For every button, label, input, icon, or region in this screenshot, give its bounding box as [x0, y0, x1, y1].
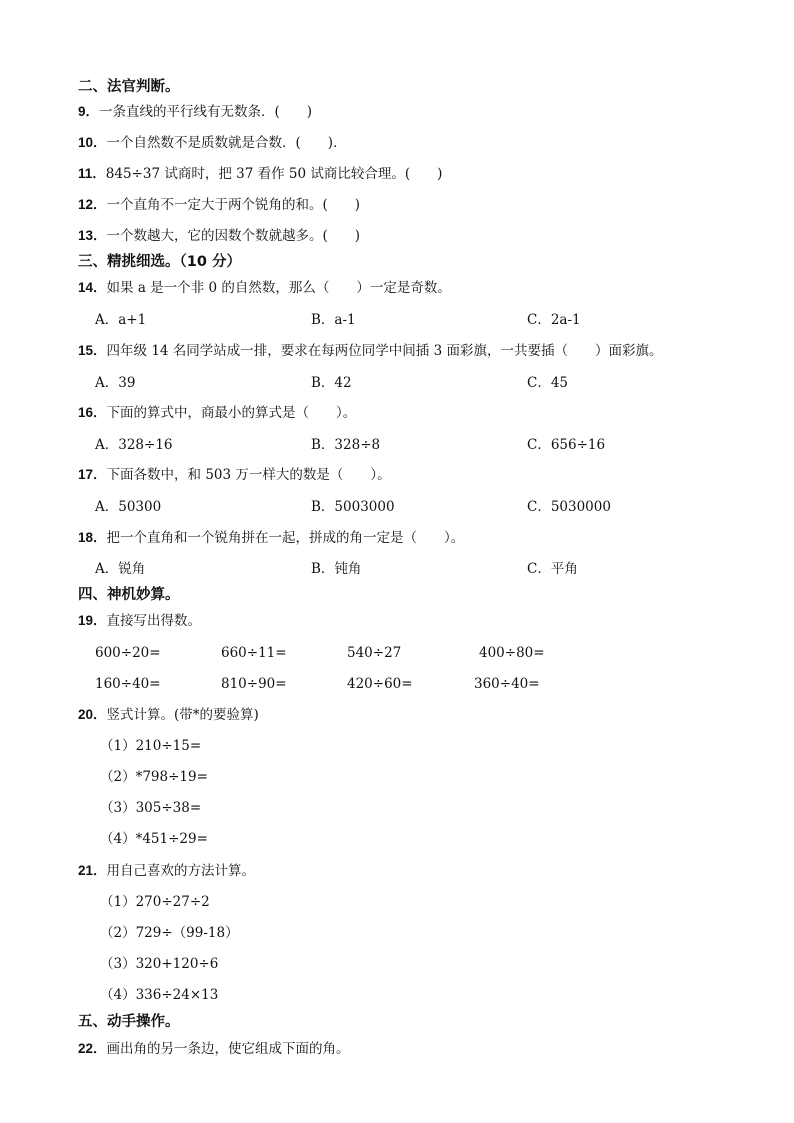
question-text: 845÷37 试商时，把 37 看作 50 试商比较合理。( ): [105, 166, 443, 182]
oral-calc-item: 400÷80=: [479, 645, 545, 661]
question-number: 22．: [78, 1041, 107, 1056]
question-11: [78, 165, 442, 183]
question-text: 一个自然数不是质数就是合数．( )．: [106, 135, 347, 151]
option-a: A．50300: [95, 499, 162, 515]
mixed-calc-item: （3）320+120÷6: [100, 956, 219, 972]
option-b: B．328÷8: [311, 437, 381, 453]
question-17: [78, 466, 391, 484]
option-c: C．平角: [527, 561, 578, 577]
oral-calc-item: 810÷90=: [221, 676, 287, 692]
question-number: 16．: [78, 405, 107, 420]
vertical-calc-item: （4）*451÷29=: [100, 831, 208, 847]
section-heading-4: 四、神机妙算。: [78, 587, 180, 603]
question-number: 15．: [78, 343, 107, 358]
vertical-calc-item: （3）305÷38=: [100, 800, 202, 816]
question-number: 19．: [78, 613, 107, 628]
question-text: 如果 a 是一个非 0 的自然数，那么（ ）一定是奇数。: [106, 280, 451, 296]
mixed-calc-item: （1）270÷27÷2: [100, 894, 210, 910]
question-text: 下面各数中，和 503 万一样大的数是（ ）。: [106, 467, 391, 483]
option-c: C．5030000: [527, 499, 611, 515]
question-number: 20．: [78, 707, 107, 722]
question-text: 直接写出得数。: [106, 613, 202, 629]
question-14: [78, 279, 451, 297]
vertical-calc-item: （1）210÷15=: [100, 738, 202, 754]
option-c: C．2a-1: [527, 312, 581, 328]
oral-calc-item: 540÷27: [347, 645, 402, 661]
option-a: A．锐角: [95, 561, 146, 577]
question-19: [78, 612, 201, 630]
question-number: 21．: [78, 863, 107, 878]
option-c: C．656÷16: [527, 437, 606, 453]
question-21: [78, 862, 255, 880]
question-number: 12．: [78, 197, 107, 212]
question-22: [78, 1040, 350, 1058]
option-a: A．328÷16: [95, 437, 173, 453]
question-number: 9．: [78, 104, 100, 119]
oral-calc-item: 600÷20=: [95, 645, 161, 661]
question-13: [78, 227, 360, 245]
question-text: 把一个直角和一个锐角拼在一起，拼成的角一定是（ ）。: [106, 530, 465, 546]
oral-calc-item: 160÷40=: [95, 676, 161, 692]
question-9: [78, 103, 312, 121]
option-b: B．钝角: [311, 561, 362, 577]
option-b: B．a-1: [311, 312, 356, 328]
option-b: B．42: [311, 375, 352, 391]
question-text: 竖式计算。(带*的要验算): [106, 707, 259, 723]
option-a: A．39: [95, 375, 136, 391]
section-heading-2: 二、法官判断。: [78, 79, 180, 95]
section-heading-3: 三、精挑细选。（10 分）: [78, 254, 241, 270]
mixed-calc-item: （4）336÷24×13: [100, 987, 219, 1003]
question-12: [78, 196, 360, 214]
question-text: 一个数越大，它的因数个数就越多。( ): [106, 228, 361, 244]
question-15: [78, 342, 662, 360]
mixed-calc-item: （2）729÷（99-18）: [100, 925, 239, 941]
question-text: 四年级 14 名同学站成一排，要求在每两位同学中间插 3 面彩旗，一共要插（ ）面彩旗。: [106, 343, 663, 359]
question-number: 11．: [78, 166, 106, 181]
question-20: [78, 706, 259, 724]
question-number: 17．: [78, 467, 107, 482]
question-number: 13．: [78, 228, 107, 243]
question-18: [78, 529, 464, 547]
option-a: A．a+1: [95, 312, 147, 328]
option-b: B．5003000: [311, 499, 395, 515]
question-number: 14．: [78, 280, 107, 295]
oral-calc-item: 360÷40=: [474, 676, 540, 692]
option-c: C．45: [527, 375, 569, 391]
question-text: 一条直线的平行线有无数条．( ): [99, 104, 313, 120]
question-text: 画出角的另一条边，使它组成下面的角。: [106, 1041, 350, 1057]
oral-calc-item: 660÷11=: [221, 645, 287, 661]
section-heading-5: 五、动手操作。: [78, 1014, 180, 1030]
question-number: 18．: [78, 530, 107, 545]
vertical-calc-item: （2）*798÷19=: [100, 769, 208, 785]
question-text: 用自己喜欢的方法计算。: [106, 863, 256, 879]
question-number: 10．: [78, 135, 107, 150]
oral-calc-item: 420÷60=: [347, 676, 413, 692]
question-text: 下面的算式中，商最小的算式是（ ）。: [106, 405, 357, 421]
question-text: 一个直角不一定大于两个锐角的和。( ): [106, 197, 361, 213]
question-10: [78, 134, 347, 152]
question-16: [78, 404, 356, 422]
